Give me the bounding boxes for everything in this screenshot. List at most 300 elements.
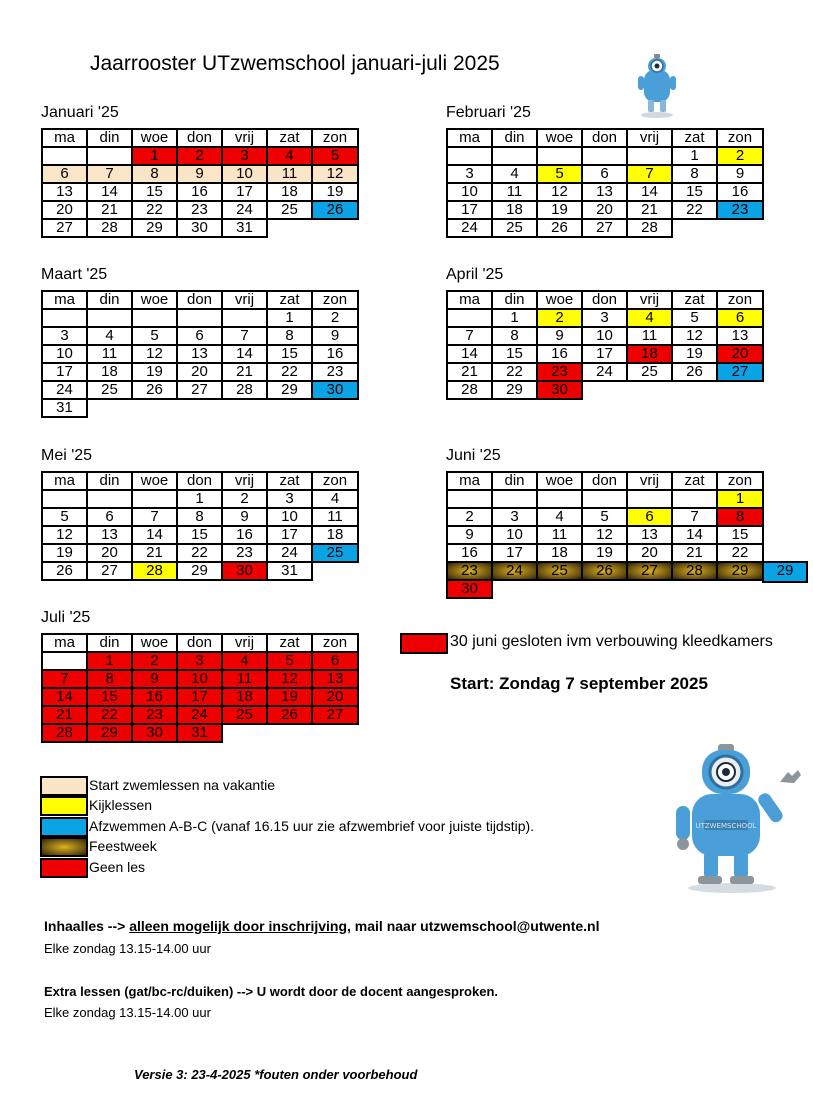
month-table <box>41 633 359 743</box>
legend-swatch <box>40 837 88 857</box>
day-cell <box>447 490 492 508</box>
day-cell: 30 <box>447 580 492 598</box>
day-cell: 12 <box>537 183 582 201</box>
day-cell: 13 <box>627 526 672 544</box>
day-cell: 8 <box>672 165 717 183</box>
weekday-header: din <box>492 472 537 490</box>
day-cell: 17 <box>42 363 87 381</box>
day-cell: 1 <box>492 309 537 327</box>
day-cell: 19 <box>672 345 717 363</box>
weekday-header: vrij <box>222 129 267 147</box>
empty-cell <box>312 219 358 237</box>
legend-label: Kijklessen <box>89 797 153 814</box>
day-cell: 10 <box>267 508 312 526</box>
day-cell: 25 <box>537 562 582 580</box>
day-cell: 15 <box>132 183 177 201</box>
day-cell: 30 <box>222 562 267 580</box>
day-cell: 19 <box>582 544 627 562</box>
day-cell: 27 <box>87 562 132 580</box>
day-cell: 26 <box>132 381 177 399</box>
weekday-header: vrij <box>222 634 267 652</box>
day-cell: 17 <box>447 201 492 219</box>
day-cell: 12 <box>267 670 312 688</box>
week-row <box>42 381 358 399</box>
day-cell: 31 <box>267 562 312 580</box>
day-cell: 24 <box>582 363 627 381</box>
weekday-header: woe <box>132 129 177 147</box>
day-cell: 27 <box>717 363 763 381</box>
weekday-header: woe <box>132 634 177 652</box>
weekday-header: vrij <box>627 291 672 309</box>
day-cell: 6 <box>42 165 87 183</box>
day-cell: 25 <box>267 201 312 219</box>
day-cell: 15 <box>87 688 132 706</box>
day-cell <box>87 309 132 327</box>
day-cell: 24 <box>222 201 267 219</box>
day-cell: 20 <box>627 544 672 562</box>
day-cell: 1 <box>267 309 312 327</box>
empty-cell <box>717 580 763 598</box>
day-cell: 13 <box>582 183 627 201</box>
extra-lessen: Extra lessen (gat/bc-rc/duiken) --> U wordt door de docent aangesproken. <box>44 984 499 999</box>
day-cell: 9 <box>537 327 582 345</box>
day-cell: 23 <box>447 562 492 580</box>
weekday-header: don <box>582 472 627 490</box>
week-row <box>42 508 358 526</box>
week-row <box>447 309 763 327</box>
day-cell: 24 <box>447 219 492 237</box>
legend-label: Afzwemmen A-B-C (vanaf 16.15 uur zie afzwembrief voor juiste tijdstip). <box>89 817 535 834</box>
day-cell: 9 <box>717 165 763 183</box>
weekday-header: woe <box>132 291 177 309</box>
weekday-header-row <box>42 472 358 490</box>
day-cell: 7 <box>627 165 672 183</box>
day-cell: 26 <box>42 562 87 580</box>
day-cell: 5 <box>672 309 717 327</box>
weekday-header: din <box>492 291 537 309</box>
week-row <box>447 147 763 165</box>
day-cell: 2 <box>312 309 358 327</box>
day-cell: 5 <box>132 327 177 345</box>
day-cell: 3 <box>42 327 87 345</box>
empty-cell <box>537 580 582 598</box>
week-row <box>42 490 358 508</box>
week-row <box>42 345 358 363</box>
day-cell: 29 <box>492 381 537 399</box>
day-cell <box>492 147 537 165</box>
week-row <box>447 201 763 219</box>
weekday-header: ma <box>447 129 492 147</box>
month-table <box>446 128 764 238</box>
weekday-header: don <box>177 472 222 490</box>
day-cell: 14 <box>222 345 267 363</box>
day-cell: 18 <box>312 526 358 544</box>
day-cell <box>42 490 87 508</box>
day-cell: 17 <box>222 183 267 201</box>
day-cell: 8 <box>492 327 537 345</box>
weekday-header-row <box>42 634 358 652</box>
day-cell <box>627 147 672 165</box>
week-row <box>42 526 358 544</box>
day-cell: 22 <box>672 201 717 219</box>
day-cell: 30 <box>177 219 222 237</box>
day-cell: 26 <box>672 363 717 381</box>
day-cell: 13 <box>177 345 222 363</box>
empty-cell <box>717 219 763 237</box>
day-cell: 22 <box>267 363 312 381</box>
day-cell: 5 <box>582 508 627 526</box>
day-cell: 27 <box>582 219 627 237</box>
robot-badge: UTZWEMSCHOOL <box>695 822 757 830</box>
day-cell: 18 <box>537 544 582 562</box>
day-cell: 11 <box>537 526 582 544</box>
day-cell: 13 <box>42 183 87 201</box>
day-cell: 27 <box>627 562 672 580</box>
week-row <box>447 508 763 526</box>
month-label: Juli '25 <box>41 609 91 626</box>
day-cell: 15 <box>717 526 763 544</box>
day-cell: 12 <box>582 526 627 544</box>
weekday-header: don <box>582 129 627 147</box>
day-cell: 14 <box>42 688 87 706</box>
day-cell: 2 <box>177 147 222 165</box>
month-label: April '25 <box>446 266 504 283</box>
empty-cell <box>582 381 627 399</box>
day-cell: 31 <box>177 724 222 742</box>
day-cell: 13 <box>87 526 132 544</box>
day-cell: 27 <box>312 706 358 724</box>
day-cell: 4 <box>627 309 672 327</box>
day-cell: 6 <box>717 309 763 327</box>
day-cell: 28 <box>87 219 132 237</box>
day-cell: 30 <box>537 381 582 399</box>
day-cell: 3 <box>447 165 492 183</box>
day-cell: 11 <box>87 345 132 363</box>
day-cell: 24 <box>492 562 537 580</box>
weekday-header: zat <box>672 129 717 147</box>
day-cell: 26 <box>267 706 312 724</box>
start-date: Start: Zondag 7 september 2025 <box>450 674 708 693</box>
weekday-header: din <box>87 472 132 490</box>
day-cell: 21 <box>132 544 177 562</box>
day-cell: 21 <box>672 544 717 562</box>
day-cell: 20 <box>87 544 132 562</box>
day-cell: 26 <box>582 562 627 580</box>
day-cell: 1 <box>672 147 717 165</box>
weekday-header: vrij <box>222 472 267 490</box>
day-cell: 10 <box>447 183 492 201</box>
day-cell: 7 <box>87 165 132 183</box>
day-cell: 28 <box>42 724 87 742</box>
day-cell: 10 <box>582 327 627 345</box>
day-cell: 18 <box>222 688 267 706</box>
day-cell: 7 <box>672 508 717 526</box>
day-cell: 17 <box>177 688 222 706</box>
day-cell: 18 <box>87 363 132 381</box>
week-row <box>42 544 358 562</box>
day-cell: 25 <box>492 219 537 237</box>
legend-item <box>40 796 560 816</box>
weekday-header: zat <box>672 291 717 309</box>
day-cell: 22 <box>177 544 222 562</box>
day-cell: 26 <box>312 201 358 219</box>
inhaal-suffix: , mail naar utzwemschool@utwente.nl <box>347 918 600 934</box>
weekday-header: din <box>492 129 537 147</box>
june-note-swatch <box>400 633 448 654</box>
day-cell: 2 <box>537 309 582 327</box>
weekday-header: zat <box>267 129 312 147</box>
day-cell: 17 <box>492 544 537 562</box>
day-cell <box>582 490 627 508</box>
day-cell: 23 <box>177 201 222 219</box>
week-row <box>42 183 358 201</box>
day-cell <box>582 147 627 165</box>
day-cell: 8 <box>717 508 763 526</box>
robot-mascot-large <box>668 742 813 894</box>
week-row <box>42 201 358 219</box>
week-row <box>42 147 358 165</box>
day-cell: 31 <box>42 399 87 417</box>
day-cell: 6 <box>582 165 627 183</box>
day-cell: 7 <box>42 670 87 688</box>
week-row <box>447 363 763 381</box>
day-cell <box>132 309 177 327</box>
day-cell: 7 <box>447 327 492 345</box>
day-cell: 6 <box>177 327 222 345</box>
week-row <box>42 309 358 327</box>
empty-cell <box>267 219 312 237</box>
legend-item <box>40 776 560 796</box>
day-cell: 27 <box>42 219 87 237</box>
day-cell: 20 <box>717 345 763 363</box>
week-row <box>447 165 763 183</box>
day-cell: 22 <box>87 706 132 724</box>
day-cell: 18 <box>627 345 672 363</box>
week-row <box>42 688 358 706</box>
week-row <box>42 670 358 688</box>
legend-swatch <box>40 817 88 837</box>
day-cell: 10 <box>42 345 87 363</box>
weekday-header: zat <box>672 472 717 490</box>
day-cell: 1 <box>132 147 177 165</box>
inhaal-time: Elke zondag 13.15-14.00 uur <box>44 941 211 956</box>
week-row <box>42 219 358 237</box>
weekday-header: don <box>582 291 627 309</box>
day-cell <box>87 147 132 165</box>
legend-item <box>40 837 560 857</box>
weekday-header: ma <box>42 472 87 490</box>
legend-swatch <box>40 796 88 816</box>
day-cell <box>672 490 717 508</box>
weekday-header: ma <box>42 291 87 309</box>
empty-cell <box>312 562 358 580</box>
day-cell: 14 <box>132 526 177 544</box>
weekday-header: zon <box>717 472 763 490</box>
weekday-header: zon <box>312 472 358 490</box>
week-row <box>42 363 358 381</box>
weekday-header: din <box>87 291 132 309</box>
weekday-header-row <box>42 129 358 147</box>
week-row <box>42 165 358 183</box>
week-row <box>447 381 763 399</box>
empty-cell <box>222 724 267 742</box>
weekday-header: woe <box>537 129 582 147</box>
day-cell: 21 <box>87 201 132 219</box>
month-table <box>446 290 764 400</box>
weekday-header: zon <box>312 129 358 147</box>
day-cell: 9 <box>312 327 358 345</box>
day-cell: 25 <box>222 706 267 724</box>
day-cell: 16 <box>177 183 222 201</box>
day-cell: 6 <box>627 508 672 526</box>
day-cell: 1 <box>717 490 763 508</box>
day-cell <box>537 147 582 165</box>
day-cell: 20 <box>582 201 627 219</box>
day-cell: 8 <box>87 670 132 688</box>
empty-cell <box>87 399 132 417</box>
weekday-header: woe <box>537 472 582 490</box>
day-cell: 5 <box>267 652 312 670</box>
day-cell: 11 <box>267 165 312 183</box>
day-cell: 29 29 <box>717 562 763 580</box>
empty-cell <box>627 580 672 598</box>
month-table <box>41 471 359 581</box>
day-cell: 4 <box>222 652 267 670</box>
day-cell: 9 <box>132 670 177 688</box>
day-cell: 14 <box>447 345 492 363</box>
empty-cell <box>132 399 177 417</box>
day-cell <box>537 490 582 508</box>
day-cell: 23 <box>537 363 582 381</box>
day-cell: 21 <box>627 201 672 219</box>
empty-cell <box>267 399 312 417</box>
day-cell: 24 <box>177 706 222 724</box>
month-label: Mei '25 <box>41 447 93 464</box>
legend-label: Geen les <box>89 858 146 875</box>
day-cell: 2 <box>222 490 267 508</box>
day-cell: 22 <box>492 363 537 381</box>
weekday-header: woe <box>537 291 582 309</box>
day-cell: 19 <box>267 688 312 706</box>
week-row <box>447 562 763 580</box>
day-cell: 19 <box>132 363 177 381</box>
weekday-header: din <box>87 634 132 652</box>
version-note: Versie 3: 23-4-2025 *fouten onder voorbehoud <box>134 1067 418 1082</box>
day-cell: 23 <box>312 363 358 381</box>
empty-cell <box>717 381 763 399</box>
day-cell: 17 <box>582 345 627 363</box>
day-cell <box>87 490 132 508</box>
month-table <box>41 128 359 238</box>
month-label: Juni '25 <box>446 447 501 464</box>
weekday-header: vrij <box>222 291 267 309</box>
empty-cell <box>672 219 717 237</box>
day-cell: 12 <box>672 327 717 345</box>
weekday-header: vrij <box>627 129 672 147</box>
empty-cell <box>312 724 358 742</box>
week-row <box>42 724 358 742</box>
page-title: Jaarrooster UTzwemschool januari-juli 2025 <box>90 52 500 75</box>
day-cell: 28 <box>627 219 672 237</box>
weekday-header: zon <box>717 291 763 309</box>
inhaal-prefix: Inhaalles --> <box>44 918 130 934</box>
weekday-header: vrij <box>627 472 672 490</box>
day-cell: 10 <box>177 670 222 688</box>
day-cell: 14 <box>627 183 672 201</box>
day-cell: 25 <box>627 363 672 381</box>
day-cell: 15 <box>672 183 717 201</box>
day-cell: 13 <box>717 327 763 345</box>
day-cell: 16 <box>447 544 492 562</box>
day-cell: 29 <box>267 381 312 399</box>
empty-cell <box>672 580 717 598</box>
week-row <box>447 327 763 345</box>
weekday-header: woe <box>132 472 177 490</box>
day-cell: 8 <box>177 508 222 526</box>
day-cell: 12 <box>42 526 87 544</box>
empty-cell <box>177 399 222 417</box>
day-cell: 3 <box>222 147 267 165</box>
legend-swatch <box>40 858 88 878</box>
day-cell: 29 <box>87 724 132 742</box>
day-cell: 3 <box>582 309 627 327</box>
week-row <box>447 526 763 544</box>
day-cell: 15 <box>177 526 222 544</box>
day-cell: 26 <box>537 219 582 237</box>
day-cell: 24 <box>42 381 87 399</box>
weekday-header: don <box>177 634 222 652</box>
day-cell: 2 <box>717 147 763 165</box>
week-row <box>447 580 763 598</box>
day-cell: 18 <box>492 201 537 219</box>
day-cell: 10 <box>492 526 537 544</box>
june-note-text: 30 juni gesloten ivm verbouwing kleedkamers <box>450 633 773 650</box>
day-cell: 11 <box>492 183 537 201</box>
legend-label: Feestweek <box>89 838 157 855</box>
day-cell: 6 <box>87 508 132 526</box>
week-row <box>447 219 763 237</box>
day-cell: 20 <box>312 688 358 706</box>
day-cell: 4 <box>312 490 358 508</box>
week-row <box>447 345 763 363</box>
day-cell: 16 <box>222 526 267 544</box>
day-cell: 1 <box>87 652 132 670</box>
weekday-header: don <box>177 291 222 309</box>
inhaal-link[interactable]: alleen mogelijk door inschrijving <box>129 918 348 934</box>
weekday-header: zon <box>312 634 358 652</box>
overflow-day: 29 <box>762 561 808 583</box>
day-cell: 9 <box>177 165 222 183</box>
day-cell: 9 <box>222 508 267 526</box>
day-cell: 6 <box>312 652 358 670</box>
weekday-header: zat <box>267 634 312 652</box>
weekday-header-row <box>42 291 358 309</box>
day-cell: 19 <box>42 544 87 562</box>
weekday-header-row <box>447 291 763 309</box>
day-cell: 28 <box>672 562 717 580</box>
day-cell: 4 <box>492 165 537 183</box>
week-row <box>447 183 763 201</box>
day-cell: 11 <box>627 327 672 345</box>
day-cell: 27 <box>177 381 222 399</box>
day-cell: 5 <box>537 165 582 183</box>
weekday-header: ma <box>447 472 492 490</box>
week-row <box>447 544 763 562</box>
empty-cell <box>627 381 672 399</box>
day-cell: 8 <box>267 327 312 345</box>
day-cell: 3 <box>267 490 312 508</box>
empty-cell <box>492 580 537 598</box>
